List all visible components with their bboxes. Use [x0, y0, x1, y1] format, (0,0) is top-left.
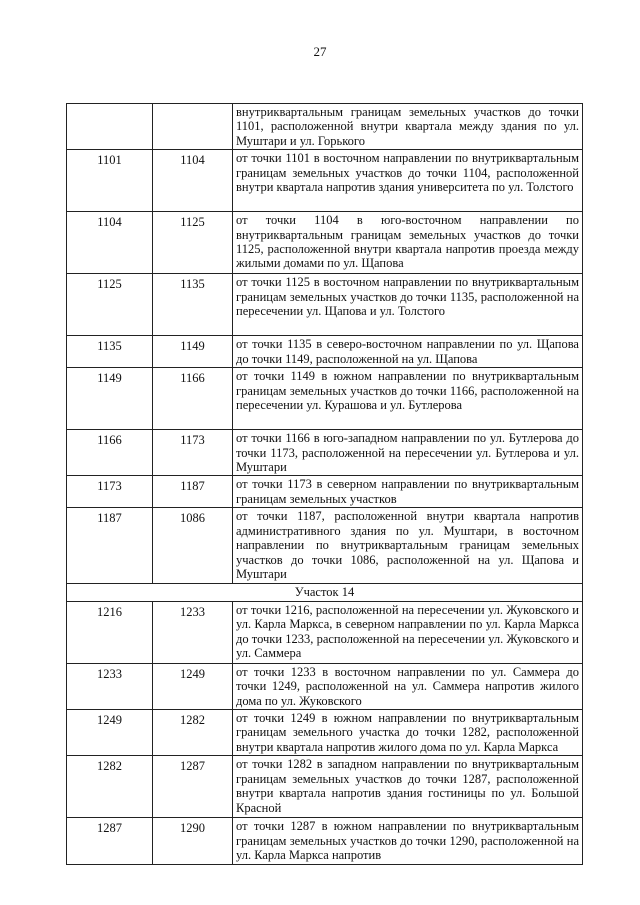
- description-cell: от точки 1101 в восточном направлении по внутриквартальным границам земельных участков до точки 1104, расположенной внутри квартала напротив здания университета по ул. Толстого: [233, 150, 583, 212]
- to-point-cell: 1104: [153, 150, 233, 212]
- description-cell: от точки 1173 в северном направлении по внутриквартальным границам земельных участков: [233, 476, 583, 508]
- to-point-cell: 1149: [153, 336, 233, 368]
- table-row: [67, 508, 583, 584]
- description-cell: от точки 1135 в северо-восточном направлении по ул. Щапова до точки 1149, расположенной на ул. Щапова: [233, 336, 583, 368]
- from-point-cell: 1125: [67, 274, 153, 336]
- page-number: 27: [313, 44, 327, 59]
- table-row: [67, 368, 583, 430]
- description-cell: от точки 1233 в восточном направлении по ул. Саммера до точки 1249, расположенной на ул. Саммера напротив жилого дома по ул. Жуковского: [233, 663, 583, 709]
- to-point-cell: 1187: [153, 476, 233, 508]
- description-cell: от точки 1149 в южном направлении по внутриквартальным границам земельных участков до точки 1166, расположенной на пересечении ул. Курашова и ул. Бутлерова: [233, 368, 583, 430]
- boundary-table: [66, 103, 583, 865]
- to-point-cell: 1135: [153, 274, 233, 336]
- from-point-cell: [67, 104, 153, 150]
- table-row: [67, 274, 583, 336]
- from-point-cell: 1149: [67, 368, 153, 430]
- table-row: [67, 601, 583, 663]
- section-title: Участок 14: [67, 584, 583, 601]
- description-cell: от точки 1187, расположенной внутри квартала напротив административного здания по ул. Муштари, в восточном направлении по внутриквартальным границам земельных участков до точки 1086, расположенной на ул. Щапова и Муштари: [233, 508, 583, 584]
- from-point-cell: 1104: [67, 212, 153, 274]
- to-point-cell: 1282: [153, 710, 233, 756]
- table-row: [67, 818, 583, 864]
- table-row: [67, 150, 583, 212]
- to-point-cell: 1086: [153, 508, 233, 584]
- to-point-cell: 1290: [153, 818, 233, 864]
- from-point-cell: 1282: [67, 756, 153, 818]
- from-point-cell: 1216: [67, 601, 153, 663]
- table-row: [67, 756, 583, 818]
- to-point-cell: 1173: [153, 430, 233, 476]
- from-point-cell: 1135: [67, 336, 153, 368]
- description-cell: от точки 1125 в восточном направлении по внутриквартальным границам земельных участков до точки 1135, расположенной на пересечении ул. Щапова и ул. Толстого: [233, 274, 583, 336]
- to-point-cell: 1233: [153, 601, 233, 663]
- from-point-cell: 1166: [67, 430, 153, 476]
- table-row: [67, 336, 583, 368]
- from-point-cell: 1233: [67, 663, 153, 709]
- description-cell: от точки 1287 в южном направлении по внутриквартальным границам земельных участков до точки 1290, расположенной на ул. Карла Маркса напротив: [233, 818, 583, 864]
- description-cell: от точки 1216, расположенной на пересечении ул. Жуковского и ул. Карла Маркса, в северном направлении по ул. Карла Маркса до точки 1233, расположенной на пересечении ул. Жуковского и ул. Саммера: [233, 601, 583, 663]
- table-row: [67, 430, 583, 476]
- to-point-cell: 1125: [153, 212, 233, 274]
- table-row: [67, 104, 583, 150]
- description-cell: от точки 1249 в южном направлении по внутриквартальным границам земельного участка до точки 1282, расположенной внутри квартала напротив жилого дома по ул. Карла Маркса: [233, 710, 583, 756]
- table-row: [67, 710, 583, 756]
- from-point-cell: 1187: [67, 508, 153, 584]
- description-cell: от точки 1166 в юго-западном направлении по ул. Бутлерова до точки 1173, расположенной на пересечении ул. Бутлерова и ул. Муштари: [233, 430, 583, 476]
- to-point-cell: 1166: [153, 368, 233, 430]
- from-point-cell: 1287: [67, 818, 153, 864]
- table-row: [67, 663, 583, 709]
- table-row: [67, 476, 583, 508]
- to-point-cell: 1287: [153, 756, 233, 818]
- from-point-cell: 1101: [67, 150, 153, 212]
- description-cell: от точки 1104 в юго-восточном направлении по внутриквартальным границам земельных участков до точки 1125, расположенной внутри квартала напротив проезда между жилыми домами по ул. Щапова: [233, 212, 583, 274]
- from-point-cell: 1249: [67, 710, 153, 756]
- section-header-row: [67, 584, 583, 601]
- to-point-cell: [153, 104, 233, 150]
- description-cell: внутриквартальным границам земельных участков до точки 1101, расположенной внутри квартала между здания по ул. Муштари и ул. Горького: [233, 104, 583, 150]
- description-cell: от точки 1282 в западном направлении по внутриквартальным границам земельных участков до точки 1287, расположенной внутри квартала напротив здания гостиницы по ул. Большой Красной: [233, 756, 583, 818]
- table-row: [67, 212, 583, 274]
- from-point-cell: 1173: [67, 476, 153, 508]
- to-point-cell: 1249: [153, 663, 233, 709]
